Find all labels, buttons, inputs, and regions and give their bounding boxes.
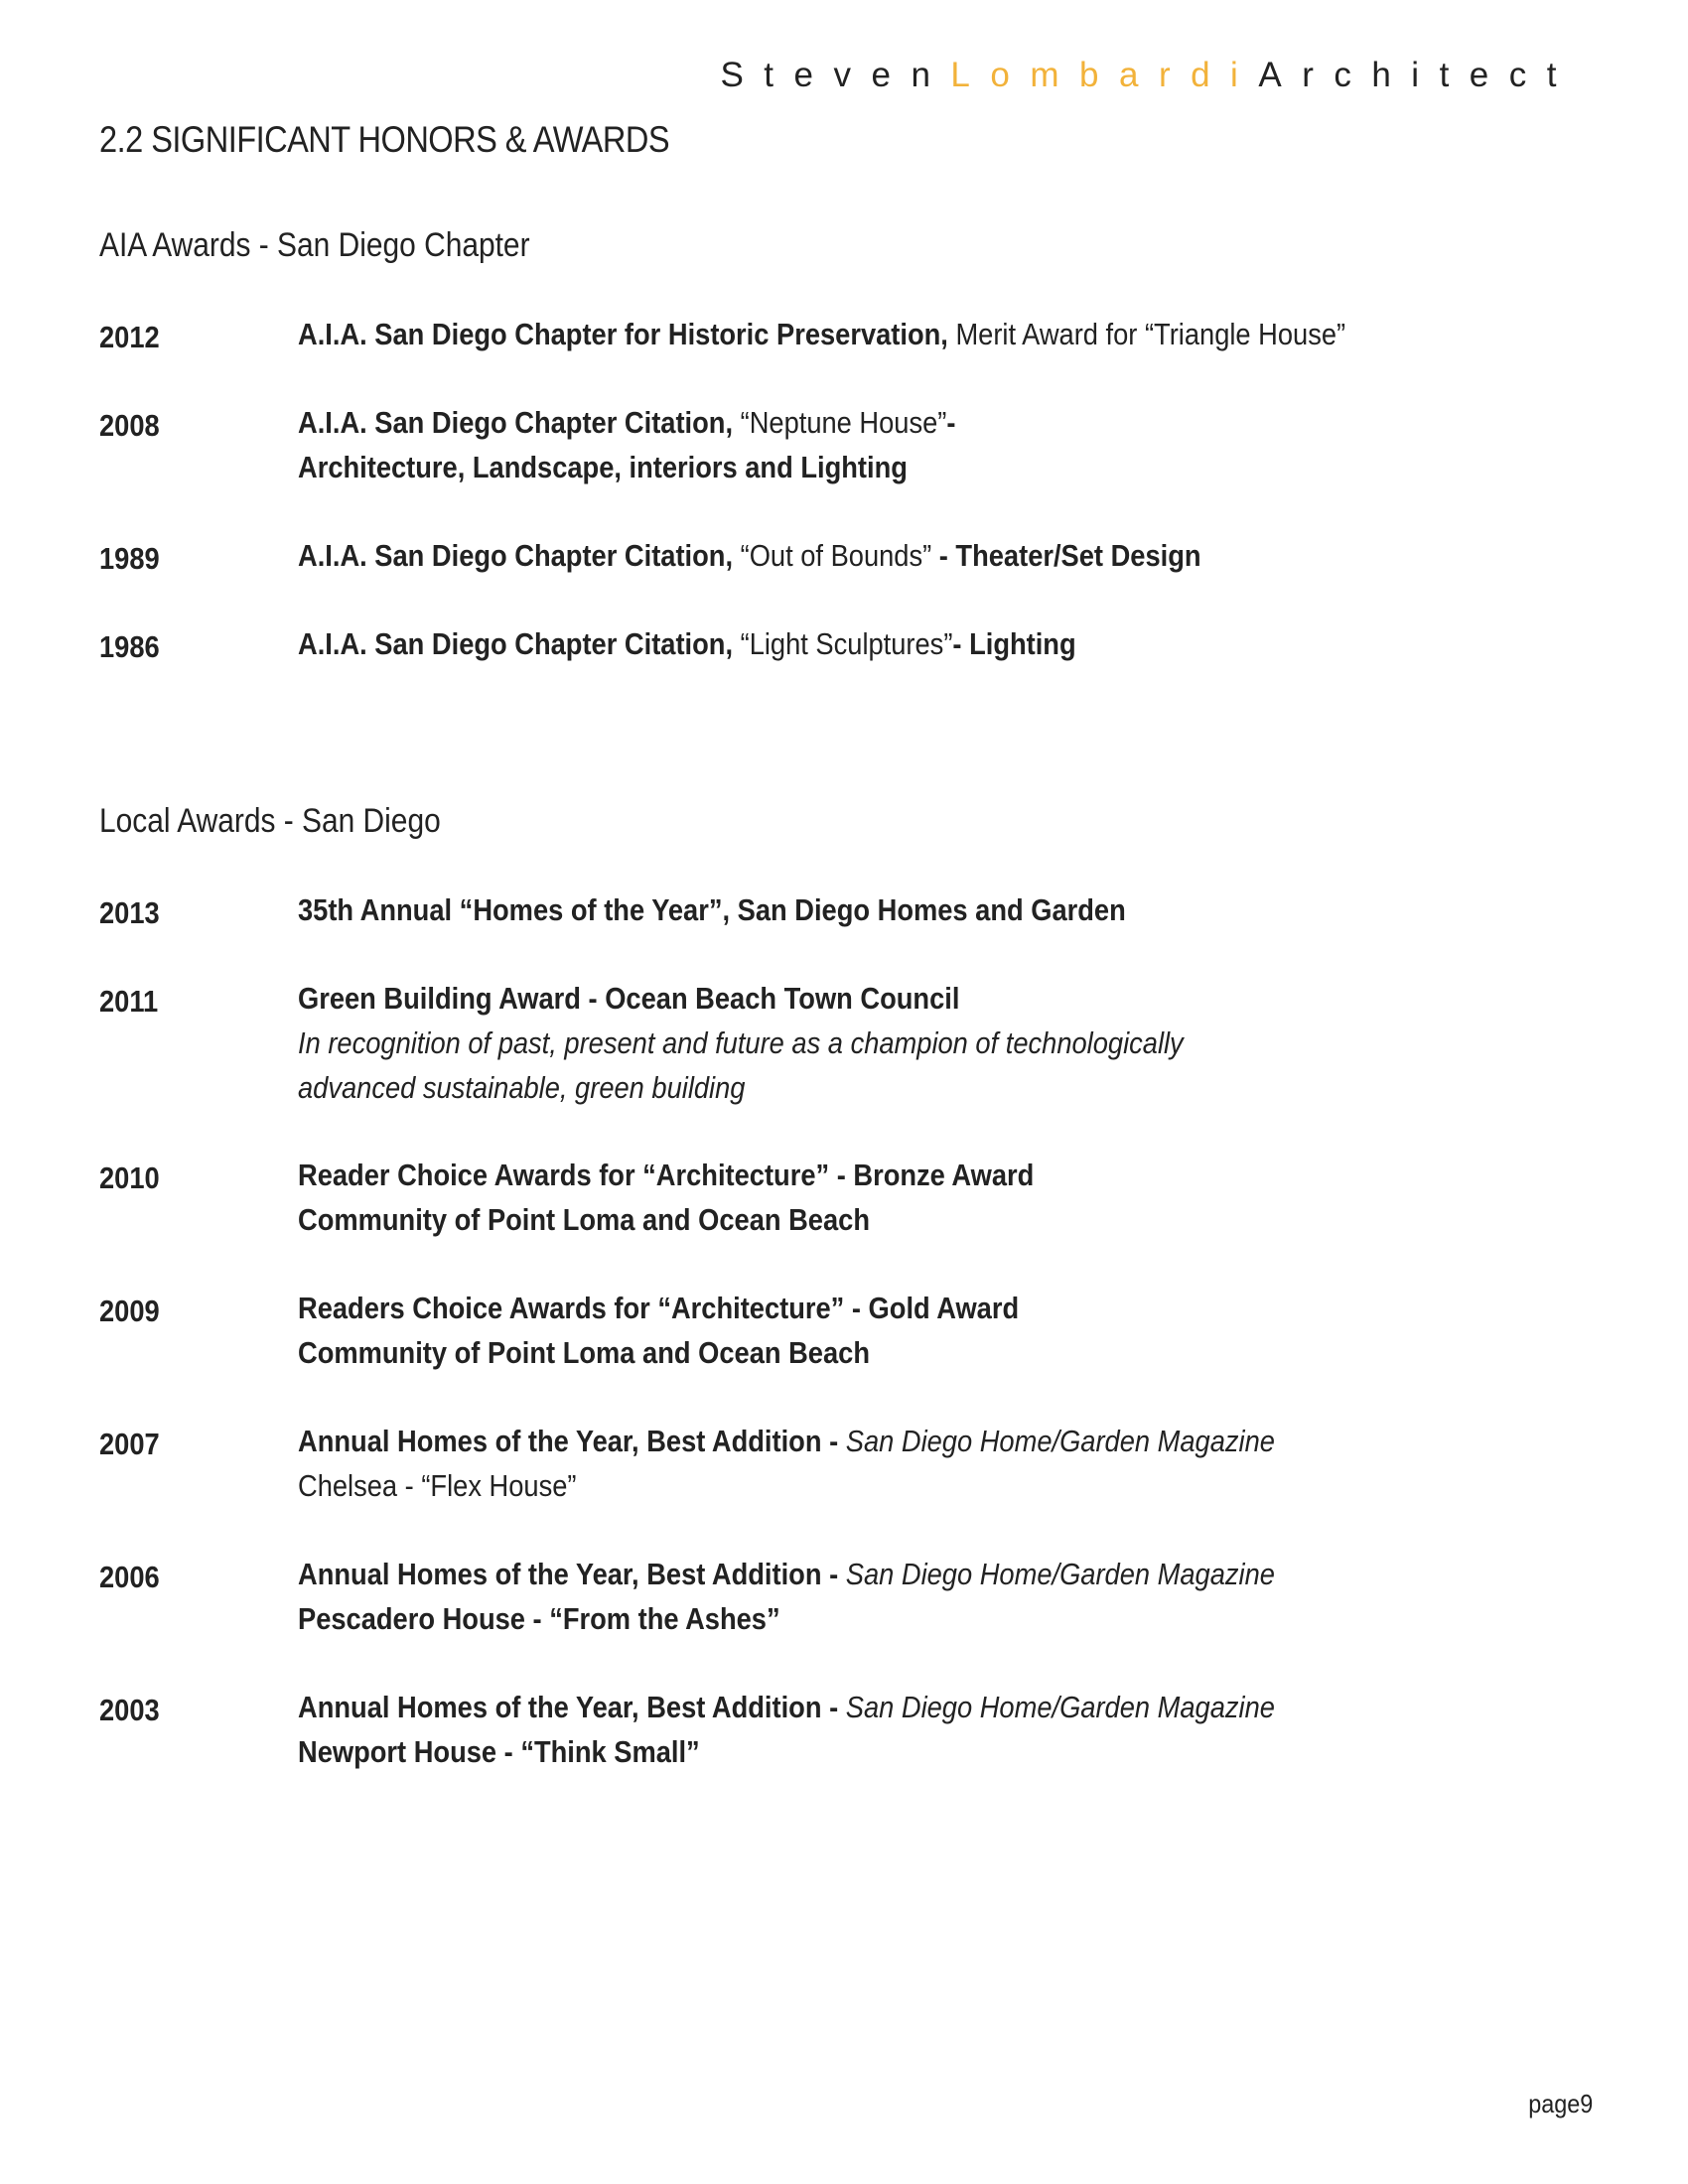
local-entry-2010: [298, 1153, 1521, 1242]
local-entry-2003: [298, 1685, 1521, 1774]
entry-detail: Merit Award for “Triangle House”: [947, 317, 1346, 351]
entry-description: advanced sustainable, green building: [298, 1070, 746, 1105]
entry-title: Readers Choice Awards for “Architecture” - Gold Award: [298, 1291, 1020, 1325]
entry-detail: “Light Sculptures”: [733, 626, 953, 661]
local-entry-2011: [298, 976, 1521, 1110]
brand-last: Architect: [1258, 56, 1577, 94]
entry-title: Green Building Award - Ocean Beach Town Council: [298, 981, 960, 1016]
entry-project: Newport House - “Think Small”: [298, 1734, 700, 1769]
entry-title: A.I.A. San Diego Chapter Citation,: [298, 626, 734, 661]
aia-entry-1989: [298, 533, 1521, 578]
local-year-2013: 2013: [99, 895, 160, 930]
brand-first: Steven: [720, 56, 951, 94]
local-year-2003: 2003: [99, 1693, 160, 1727]
entry-publication: San Diego Home/Garden Magazine: [845, 1690, 1275, 1724]
page-title: 2.2 SIGNIFICANT HONORS & AWARDS: [99, 119, 670, 160]
entry-title: A.I.A. San Diego Chapter for Historic Preservation,: [298, 317, 948, 351]
brand-header: [720, 56, 1577, 95]
local-year-2006: 2006: [99, 1560, 160, 1594]
aia-year-1986: 1986: [99, 629, 160, 664]
entry-title: Annual Homes of the Year, Best Addition -: [298, 1424, 846, 1458]
entry-category: - Lighting: [952, 626, 1076, 661]
local-entry-2009: [298, 1286, 1521, 1375]
entry-publication: San Diego Home/Garden Magazine: [845, 1557, 1275, 1591]
entry-title: Reader Choice Awards for “Architecture” - Bronze Award: [298, 1158, 1035, 1192]
aia-year-2008: 2008: [99, 408, 160, 443]
entry-description: In recognition of past, present and future as a champion of technologically: [298, 1025, 1184, 1060]
entry-project: Pescadero House - “From the Ashes”: [298, 1601, 780, 1636]
aia-entry-2008: [298, 400, 1521, 489]
entry-publication: San Diego Home/Garden Magazine: [845, 1424, 1275, 1458]
entry-title: A.I.A. San Diego Chapter Citation,: [298, 405, 734, 440]
aia-year-1989: 1989: [99, 541, 160, 576]
local-year-2009: 2009: [99, 1294, 160, 1328]
brand-middle: Lombardi: [950, 56, 1259, 94]
aia-section-heading: AIA Awards - San Diego Chapter: [99, 226, 530, 264]
entry-detail: “Out of Bounds”: [733, 538, 932, 573]
local-section-heading: Local Awards - San Diego: [99, 802, 441, 840]
entry-category: - Theater/Set Design: [931, 538, 1201, 573]
local-entry-2007: [298, 1419, 1521, 1508]
entry-suffix: -: [946, 405, 956, 440]
entry-community: Community of Point Loma and Ocean Beach: [298, 1202, 870, 1237]
aia-entry-2012: [298, 312, 1521, 356]
entry-community: Community of Point Loma and Ocean Beach: [298, 1335, 870, 1370]
entry-title: Annual Homes of the Year, Best Addition -: [298, 1690, 846, 1724]
entry-category: Architecture, Landscape, interiors and Lighting: [298, 450, 908, 484]
aia-entry-1986: [298, 621, 1521, 666]
local-year-2007: 2007: [99, 1427, 160, 1461]
entry-title: Annual Homes of the Year, Best Addition -: [298, 1557, 846, 1591]
local-year-2011: 2011: [99, 984, 159, 1019]
entry-detail: “Neptune House”: [733, 405, 947, 440]
entry-title: A.I.A. San Diego Chapter Citation,: [298, 538, 734, 573]
local-entry-2013: [298, 887, 1521, 932]
entry-title: 35th Annual “Homes of the Year”, San Diego Homes and Garden: [298, 892, 1126, 927]
page-number: page9: [1527, 2089, 1593, 2118]
entry-project: Chelsea - “Flex House”: [298, 1468, 577, 1503]
local-entry-2006: [298, 1552, 1521, 1641]
local-year-2010: 2010: [99, 1160, 160, 1195]
aia-year-2012: 2012: [99, 320, 160, 354]
